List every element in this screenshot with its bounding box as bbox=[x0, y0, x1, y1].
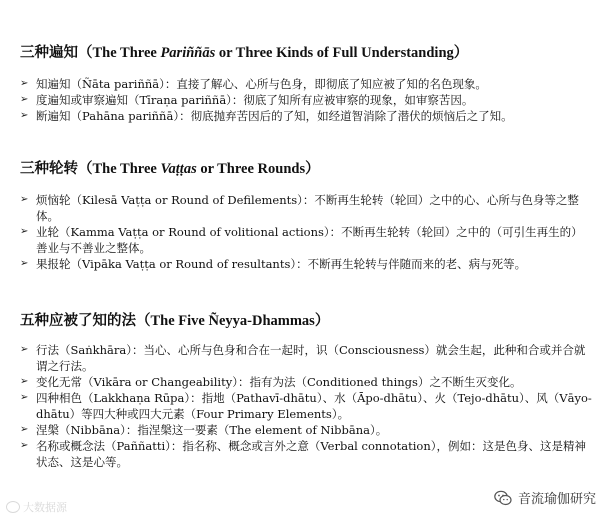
section-title-en-post: or Three Kinds of Full Understanding） bbox=[215, 45, 469, 61]
arrow-bullet-icon: ➢ bbox=[20, 194, 29, 205]
section-title-en-post: or Three Rounds） bbox=[196, 161, 320, 177]
section-title-zh: 三种轮转 bbox=[20, 160, 78, 177]
list-item bbox=[20, 342, 592, 374]
section-title-en-pre: （The Three bbox=[78, 161, 161, 177]
arrow-bullet-icon: ➢ bbox=[20, 258, 29, 269]
item-list bbox=[20, 342, 592, 470]
list-item bbox=[20, 390, 592, 422]
list-item bbox=[20, 422, 592, 438]
section-title-en-em: Vaṭṭas bbox=[160, 161, 197, 177]
arrow-bullet-icon: ➢ bbox=[20, 94, 29, 105]
list-item bbox=[20, 92, 592, 108]
arrow-bullet-icon: ➢ bbox=[20, 440, 29, 451]
section-title bbox=[20, 160, 592, 178]
list-item bbox=[20, 438, 592, 470]
list-item-text: 四种相色（Lakkhaṇa Rūpa）：指地（Pathavī-dhātu）、水（Āpo-dhātu）、火（Tejo-dhātu）、风（Vāyo-dhātu）等四大种或四大元素（Four Primary Elements）。 bbox=[36, 391, 592, 421]
list-item bbox=[20, 192, 592, 224]
list-item bbox=[20, 224, 592, 256]
section-title-zh: 三种遍知 bbox=[20, 44, 78, 61]
watermark-left bbox=[6, 499, 67, 515]
list-item-text: 烦恼轮（Kilesā Vaṭṭa or Round of Defilements）：不断再生轮转（轮回）之中的心、心所与色身等之整体。 bbox=[36, 193, 579, 223]
section-title bbox=[20, 312, 592, 330]
list-item-text: 变化无常（Vikāra or Changeability）：指有为法（Conditioned things）之不断生灭变化。 bbox=[36, 375, 522, 389]
section-title-zh: 五种应被了知的法 bbox=[20, 312, 136, 329]
wechat-icon bbox=[494, 490, 512, 506]
section-five-neyya-dhammas bbox=[20, 312, 592, 470]
arrow-bullet-icon: ➢ bbox=[20, 226, 29, 237]
list-item-text: 断遍知（Pahāna pariññā）：彻底抛弃苦因后的了知，如经道智消除了潜伏的烦恼后之了知。 bbox=[36, 109, 513, 123]
arrow-bullet-icon: ➢ bbox=[20, 78, 29, 89]
arrow-bullet-icon: ➢ bbox=[20, 392, 29, 403]
list-item bbox=[20, 76, 592, 92]
list-item-text: 业轮（Kamma Vaṭṭa or Round of volitional actions）：不断再生轮转（轮回）之中的（可引生再生的）善业与不善业之整体。 bbox=[36, 225, 583, 255]
list-item bbox=[20, 108, 592, 124]
watermark-left-text: 大数据源 bbox=[23, 501, 67, 514]
arrow-bullet-icon: ➢ bbox=[20, 424, 29, 435]
arrow-bullet-icon: ➢ bbox=[20, 344, 29, 355]
section-three-vattas bbox=[20, 160, 592, 272]
list-item-text: 知遍知（Ñāta pariññā）：直接了解心、心所与色身，即彻底了知应被了知的名色现象。 bbox=[36, 77, 487, 91]
wechat-account-watermark bbox=[494, 488, 596, 507]
item-list bbox=[20, 76, 592, 124]
watermark-right-text: 音流瑜伽研究 bbox=[517, 492, 596, 507]
arrow-bullet-icon: ➢ bbox=[20, 376, 29, 387]
item-list bbox=[20, 192, 592, 272]
list-item bbox=[20, 374, 592, 390]
section-title-en-pre: （The Three bbox=[78, 45, 161, 61]
list-item-text: 行法（Saṅkhāra）：当心、心所与色身和合在一起时，识（Consciousness）就会生起，此种和合或并合就谓之行法。 bbox=[36, 343, 586, 373]
section-title-en-em: Pariññās bbox=[160, 45, 216, 61]
arrow-bullet-icon: ➢ bbox=[20, 110, 29, 121]
list-item-text: 果报轮（Vipāka Vaṭṭa or Round of resultants）：不断再生轮转与伴随而来的老、病与死等。 bbox=[36, 257, 527, 271]
list-item-text: 度遍知或审察遍知（Tīraṇa pariññā）：彻底了知所有应被审察的现象，如审察苦因。 bbox=[36, 93, 474, 107]
list-item-text: 涅槃（Nibbāna）：指涅槃这一要素（The element of Nibbāna）。 bbox=[36, 423, 388, 437]
section-three-parinnas bbox=[20, 44, 592, 124]
list-item bbox=[20, 256, 592, 272]
section-title bbox=[20, 44, 592, 62]
section-title-en-pre: （The Five Ñeyya-Dhammas） bbox=[136, 313, 330, 329]
list-item-text: 名称或概念法（Paññatti）：指名称、概念或言外之意（Verbal connotation），例如：这是色身、这是精神状态、这是心等。 bbox=[36, 439, 586, 469]
watermark-logo-icon bbox=[6, 501, 20, 513]
